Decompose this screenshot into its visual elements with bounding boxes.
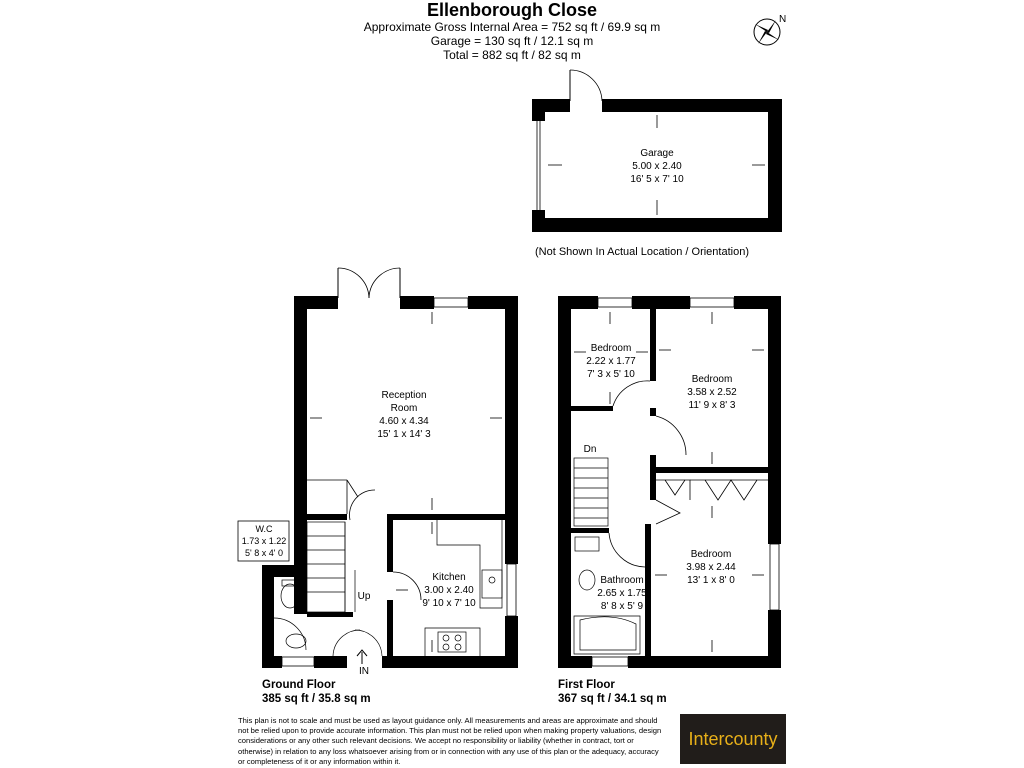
compass-north-label: N bbox=[779, 14, 787, 25]
kitchen-metric: 3.00 x 2.40 bbox=[424, 585, 474, 596]
bedroom-small-metric: 2.22 x 1.77 bbox=[586, 356, 636, 367]
kitchen-name: Kitchen bbox=[432, 572, 466, 583]
bedroom-rear-metric: 3.58 x 2.52 bbox=[687, 387, 737, 398]
first-stairs-label: Dn bbox=[583, 444, 597, 455]
ground-stairs-label: Up bbox=[357, 591, 371, 602]
ground-floor-area: 385 sq ft / 35.8 sq m bbox=[262, 693, 371, 705]
reception-name-1: Reception bbox=[381, 390, 427, 401]
wc-imperial: 5' 8 x 4' 0 bbox=[245, 548, 283, 558]
bathroom-imperial: 8' 8 x 5' 9 bbox=[600, 601, 644, 612]
gross-area-text: Approximate Gross Internal Area = 752 sq ft / 69.9 sq m bbox=[363, 20, 661, 34]
wc-name: W.C bbox=[255, 524, 273, 534]
bedroom-front-imperial: 13' 1 x 8' 0 bbox=[687, 575, 735, 586]
first-floor-label: First Floor bbox=[558, 679, 615, 691]
bedroom-small-imperial: 7' 3 x 5' 10 bbox=[587, 369, 635, 380]
entrance-label: IN bbox=[359, 666, 369, 677]
intercounty-logo: Intercounty bbox=[680, 714, 786, 764]
bathroom-name: Bathroom bbox=[600, 575, 644, 586]
garage-name: Garage bbox=[640, 148, 674, 159]
reception-imperial: 15' 1 x 14' 3 bbox=[377, 429, 431, 440]
garage-area-text: Garage = 130 sq ft / 12.1 sq m bbox=[430, 34, 594, 48]
bedroom-front-name: Bedroom bbox=[690, 549, 732, 560]
ground-floor-label: Ground Floor bbox=[262, 679, 336, 691]
bedroom-front-metric: 3.98 x 2.44 bbox=[686, 562, 736, 573]
garage-plan bbox=[532, 70, 782, 232]
first-floor-area: 367 sq ft / 34.1 sq m bbox=[558, 693, 667, 705]
kitchen-imperial: 9' 10 x 7' 10 bbox=[422, 598, 476, 609]
ground-floor-plan bbox=[238, 268, 518, 677]
garage-location-note: (Not Shown In Actual Location / Orientation) bbox=[534, 246, 750, 258]
first-floor-plan bbox=[558, 296, 781, 668]
plan-title: Ellenborough Close bbox=[426, 0, 597, 20]
total-area-text: Total = 882 sq ft / 82 sq m bbox=[443, 48, 581, 62]
bathroom-metric: 2.65 x 1.75 bbox=[597, 588, 647, 599]
bedroom-small-name: Bedroom bbox=[590, 343, 632, 354]
bedroom-rear-name: Bedroom bbox=[691, 374, 733, 385]
bedroom-rear-imperial: 11' 9 x 8' 3 bbox=[688, 400, 736, 411]
wc-metric: 1.73 x 1.22 bbox=[241, 536, 287, 546]
reception-name-2: Room bbox=[390, 403, 418, 414]
compass-rose-icon bbox=[754, 14, 786, 45]
garage-imperial: 16' 5 x 7' 10 bbox=[630, 174, 684, 185]
disclaimer-text: This plan is not to scale and must be used as layout guidance only. All measurements and areas are approximate and should not be relied upon to provide accurate information. This plan must not be relied upon when making property valuations, design considerations or any other such relevant decisions. We accept no responsibility or liability (whether in contract, tort or otherwise) in relation to any loss whatsoever arising from or in connection with any use of this plan or the adequacy, accuracy or completeness of it or any information within it. bbox=[238, 716, 662, 766]
reception-metric: 4.60 x 4.34 bbox=[379, 416, 429, 427]
garage-metric: 5.00 x 2.40 bbox=[632, 161, 682, 172]
